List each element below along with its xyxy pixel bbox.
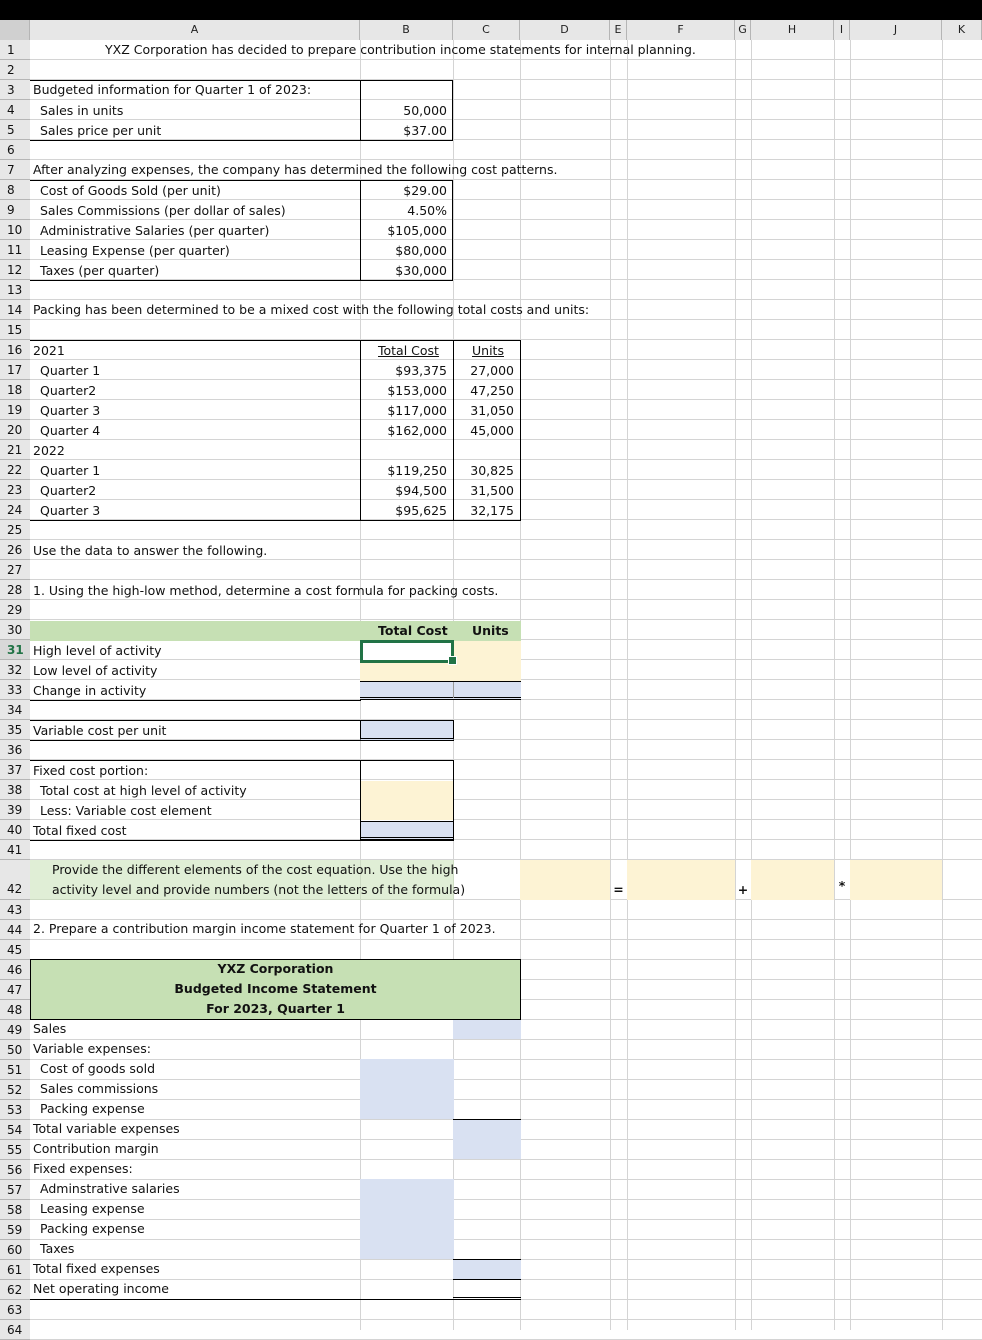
total-high-label: Total cost at high level of activity [40,783,247,798]
row-header[interactable]: 1 [0,40,30,60]
row-header[interactable]: 23 [0,480,30,500]
row-header[interactable]: 28 [0,580,30,600]
row-header[interactable]: 40 [0,820,30,840]
row-header[interactable]: 56 [0,1160,30,1180]
cost-item-label: Cost of Goods Sold (per unit) [40,183,221,198]
var-heading: Variable expenses: [33,1041,151,1056]
packing-row-units[interactable]: 30,825 [470,463,514,478]
noi-label: Net operating income [33,1281,169,1296]
cost-item-label: Taxes (per quarter) [40,263,160,278]
packing-heading: Packing has been determined to be a mixed cost with the following total costs and units: [33,302,590,317]
equation-fixed-cell[interactable] [627,860,735,900]
cost-item-value[interactable]: $105,000 [387,223,447,238]
change-label: Change in activity [33,683,147,698]
gridline [834,40,835,1330]
row-header[interactable]: 43 [0,900,30,920]
packing-row-units[interactable]: 47,250 [470,383,514,398]
total-var-cell[interactable] [453,1119,521,1139]
sales-units-value[interactable]: 50,000 [403,103,447,118]
noi-cell[interactable] [453,1279,521,1300]
row-header[interactable]: 31 [0,640,30,660]
row-header[interactable]: 35 [0,720,30,740]
gridline [30,1199,982,1200]
year-2022: 2022 [33,443,65,458]
row-header[interactable]: 25 [0,520,30,540]
cost-item-label: Sales Commissions (per dollar of sales) [40,203,286,218]
row-header[interactable]: 18 [0,380,30,400]
select-all-corner[interactable] [0,20,30,40]
q1-col-units: Units [472,623,509,638]
packing-row-cost[interactable]: $117,000 [387,403,447,418]
gridline [30,1239,982,1240]
row-header[interactable]: 62 [0,1280,30,1300]
row-header[interactable]: 9 [0,200,30,220]
sales-label: Sales [33,1021,67,1036]
packing-row-label: Quarter 1 [40,463,101,478]
row-header[interactable]: 41 [0,840,30,860]
variable-expense-cells[interactable] [360,1059,454,1119]
row-header[interactable]: 6 [0,140,30,160]
fixed-exp-heading: Fixed expenses: [33,1161,133,1176]
q1-prompt: 1. Using the high-low method, determine a cost formula for packing costs. [33,583,499,598]
gridline [30,1159,982,1160]
intro-text: YXZ Corporation has decided to prepare contribution income statements for internal planning. [105,42,696,57]
total-fixed-label: Total fixed cost [33,823,127,838]
gridline [30,1079,982,1080]
column-header-a[interactable]: A [30,20,360,40]
row-header[interactable]: 7 [0,160,30,180]
row-header[interactable]: 15 [0,320,30,340]
cost-item-value[interactable]: $30,000 [395,263,447,278]
packing-var-label: Packing expense [40,1101,145,1116]
packing-row-label: Quarter2 [40,483,97,498]
fixed-input-cells[interactable] [361,781,453,820]
row-header[interactable]: 27 [0,560,30,580]
column-header-d[interactable]: D [520,20,610,40]
packing-row-label: Quarter 4 [40,423,101,438]
row-header[interactable]: 60 [0,1240,30,1260]
row-header[interactable]: 58 [0,1200,30,1220]
less-var-label: Less: Variable cost element [40,803,212,818]
packing-row-units[interactable]: 31,050 [470,403,514,418]
total-var-label: Total variable expenses [33,1121,180,1136]
budget-heading: Budgeted information for Quarter 1 of 2023: [33,82,312,97]
packing-row-label: Quarter 3 [40,403,101,418]
gridline [30,619,982,620]
plus-sign: + [737,882,749,897]
row-header[interactable]: 24 [0,500,30,520]
packing-row-label: Quarter 3 [40,503,101,518]
row-header[interactable]: 59 [0,1220,30,1240]
row-header[interactable]: 38 [0,780,30,800]
equation-prompt-line2: activity level and provide numbers (not the letters of the formula) [52,882,466,897]
row-header[interactable]: 49 [0,1020,30,1040]
low-level-label: Low level of activity [33,663,158,678]
packing-row-units[interactable]: 31,500 [470,483,514,498]
packing-row-units[interactable]: 45,000 [470,423,514,438]
gridline [30,939,982,940]
gridline [735,40,736,1330]
row-header[interactable]: 8 [0,180,30,200]
gridline [30,1099,982,1100]
toolbar-strip [0,0,982,20]
gridline [30,1219,982,1220]
row-header[interactable]: 55 [0,1140,30,1160]
use-data-text: Use the data to answer the following. [33,543,268,558]
admin-label: Adminstrative salaries [40,1181,180,1196]
row-header[interactable]: 33 [0,680,30,700]
gridline [610,40,611,1330]
row-header[interactable]: 44 [0,920,30,940]
row-header[interactable]: 42 [0,860,30,900]
price-label: Sales price per unit [40,123,162,138]
row-header[interactable]: 39 [0,800,30,820]
column-header-j[interactable]: J [850,20,942,40]
row-header[interactable]: 26 [0,540,30,560]
row-header[interactable]: 17 [0,360,30,380]
row-header[interactable]: 54 [0,1120,30,1140]
row-header[interactable]: 16 [0,340,30,360]
price-value[interactable]: $37.00 [403,123,447,138]
change-cost-cell[interactable] [360,681,521,700]
row-header[interactable]: 34 [0,700,30,720]
change-divider [453,682,454,698]
sales-units-label: Sales in units [40,103,124,118]
packing-col-units: Units [472,343,504,358]
row-header[interactable]: 21 [0,440,30,460]
cost-item-value[interactable]: $29.00 [403,183,447,198]
total-fixed-cell[interactable] [361,821,453,840]
row-header[interactable]: 36 [0,740,30,760]
row-header[interactable]: 11 [0,240,30,260]
fixed-expense-cells[interactable] [360,1179,454,1259]
row-header[interactable]: 57 [0,1180,30,1200]
row-header[interactable]: 63 [0,1300,30,1320]
gridline [30,579,982,580]
statement-period: For 2023, Quarter 1 [206,1001,345,1016]
year-2021: 2021 [33,343,65,358]
equation-prompt-line1: Provide the different elements of the cost equation. Use the high [52,862,459,877]
packing-row-units[interactable]: 27,000 [470,363,514,378]
gridline [30,539,982,540]
leasing-label: Leasing expense [40,1201,145,1216]
row-header[interactable]: 37 [0,760,30,780]
cm-cell[interactable] [453,1139,521,1159]
gridline [627,40,628,1330]
gridline [30,1039,982,1040]
packing-row-cost[interactable]: $94,500 [395,483,447,498]
column-header-b[interactable]: B [360,20,453,40]
total-fixed-exp-cell[interactable] [453,1259,521,1279]
q1-col-cost: Total Cost [378,623,448,638]
row-header[interactable]: 50 [0,1040,30,1060]
noi-underline [30,1299,454,1300]
column-header-g[interactable]: G [735,20,751,40]
row-header[interactable]: 61 [0,1260,30,1280]
packing-row-units[interactable]: 32,175 [470,503,514,518]
row-header[interactable]: 64 [0,1320,30,1340]
equation-units-cell[interactable] [850,860,942,900]
var-cost-label: Variable cost per unit [33,723,167,738]
row-header[interactable]: 47 [0,980,30,1000]
row-header[interactable]: 30 [0,620,30,640]
sales-cell[interactable] [453,1020,521,1039]
row-header[interactable]: 32 [0,660,30,680]
row-header[interactable]: 3 [0,80,30,100]
var-cost-cell[interactable] [360,720,454,741]
row-header[interactable]: 22 [0,460,30,480]
packing-row-cost[interactable]: $162,000 [387,423,447,438]
cogs-label: Cost of goods sold [40,1061,156,1076]
fill-handle[interactable] [448,656,457,665]
statement-title: Budgeted Income Statement [174,981,377,996]
cm-label: Contribution margin [33,1141,159,1156]
taxes-label: Taxes [40,1241,75,1256]
row-header[interactable]: 10 [0,220,30,240]
costs-heading: After analyzing expenses, the company has determined the following cost patterns. [33,162,558,177]
packing-row-cost[interactable]: $119,250 [387,463,447,478]
gridline [751,40,752,1330]
gridline [942,40,943,1330]
high-level-label: High level of activity [33,643,162,658]
packing-row-cost[interactable]: $153,000 [387,383,447,398]
column-header-f[interactable]: F [627,20,735,40]
row-header[interactable]: 46 [0,960,30,980]
times-sign: * [838,878,846,893]
column-header-i[interactable]: I [834,20,850,40]
equals-sign: = [613,882,624,897]
row-header[interactable]: 2 [0,60,30,80]
row-header[interactable]: 14 [0,300,30,320]
row-header[interactable]: 5 [0,120,30,140]
total-fixed-exp-label: Total fixed expenses [33,1261,160,1276]
fixed-heading: Fixed cost portion: [33,763,149,778]
packing-row-cost[interactable]: $93,375 [395,363,447,378]
row-header[interactable]: 12 [0,260,30,280]
equation-y-cell[interactable] [520,860,610,900]
packing-col-cost: Total Cost [378,343,439,358]
row-header[interactable]: 52 [0,1080,30,1100]
row-header[interactable]: 45 [0,940,30,960]
commissions-label: Sales commissions [40,1081,159,1096]
row-header[interactable]: 29 [0,600,30,620]
packing-row-label: Quarter 1 [40,363,101,378]
gridline [30,1319,982,1320]
row-header[interactable]: 4 [0,100,30,120]
row-header[interactable]: 13 [0,280,30,300]
column-header-c[interactable]: C [453,20,520,40]
gridline [850,40,851,1330]
row-header[interactable]: 19 [0,400,30,420]
active-cell[interactable] [360,640,454,663]
packing-row-label: Quarter2 [40,383,97,398]
cost-item-label: Leasing Expense (per quarter) [40,243,230,258]
row-header[interactable]: 53 [0,1100,30,1120]
packing-fixed-label: Packing expense [40,1221,145,1236]
column-header-k[interactable]: K [942,20,982,40]
cost-item-label: Administrative Salaries (per quarter) [40,223,270,238]
gridline [30,1059,982,1060]
row-header[interactable]: 20 [0,420,30,440]
column-header-h[interactable]: H [751,20,834,40]
equation-rate-cell[interactable] [751,860,834,900]
row-header[interactable]: 48 [0,1000,30,1020]
row-header[interactable]: 51 [0,1060,30,1080]
statement-company: YXZ Corporation [217,961,334,976]
cost-item-value[interactable]: 4.50% [407,203,447,218]
q2-prompt: 2. Prepare a contribution margin income statement for Quarter 1 of 2023. [33,921,496,936]
cost-item-value[interactable]: $80,000 [395,243,447,258]
column-header-e[interactable]: E [610,20,627,40]
packing-row-cost[interactable]: $95,625 [395,503,447,518]
